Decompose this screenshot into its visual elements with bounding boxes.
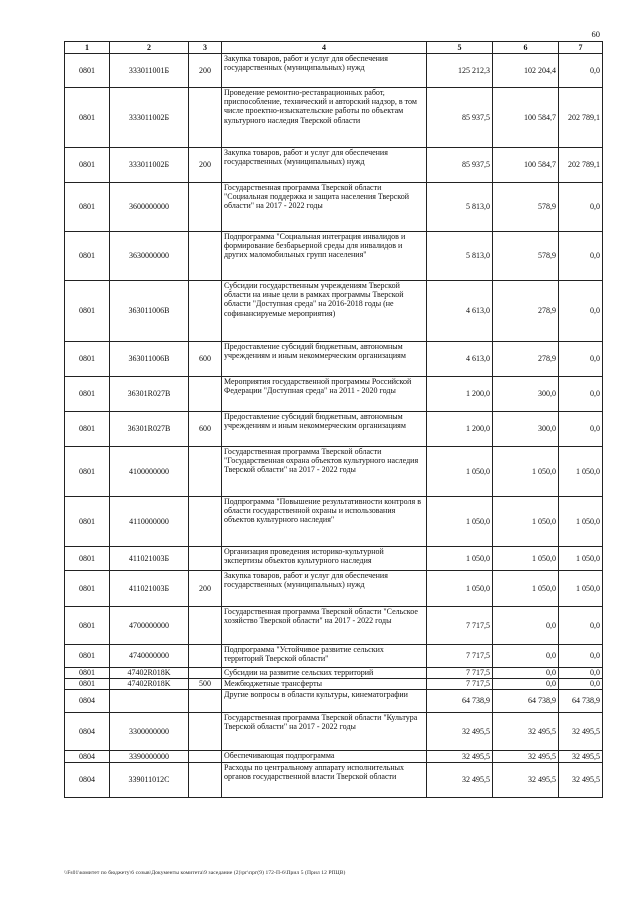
target-code: 3630000000 [110, 232, 189, 281]
footer-path: \\Fs01\комитет по бюджету\6 созыв\Документы комитета\9 заседание (2)\рг\прг(9) 172-П-6\Прил 5 (Прил 12 РПЦВ) [64, 870, 346, 876]
section-code: 0801 [65, 148, 110, 183]
amount-col7: 0,0 [559, 281, 603, 342]
expense-type [189, 690, 222, 713]
amount-col5: 7 717,5 [427, 668, 493, 679]
target-code: 36301R027В [110, 377, 189, 412]
amount-col5: 1 050,0 [427, 571, 493, 607]
description: Межбюджетные трансферты [222, 679, 427, 690]
amount-col7: 202 789,1 [559, 88, 603, 148]
description: Другие вопросы в области культуры, кинематографии [222, 690, 427, 713]
description: Закупка товаров, работ и услуг для обеспечения государственных (муниципальных) нужд [222, 148, 427, 183]
amount-col5: 5 813,0 [427, 232, 493, 281]
amount-col6: 1 050,0 [493, 447, 559, 497]
expense-type [189, 547, 222, 571]
amount-col7: 0,0 [559, 183, 603, 232]
target-code: 339011012С [110, 763, 189, 798]
expense-type [189, 183, 222, 232]
amount-col6: 64 738,9 [493, 690, 559, 713]
table-row [65, 183, 603, 232]
target-code: 3600000000 [110, 183, 189, 232]
amount-col7: 0,0 [559, 342, 603, 377]
section-code: 0801 [65, 281, 110, 342]
expense-type [189, 377, 222, 412]
description: Подпрограмма "Повышение результативности контроля в области государственной охраны и использования объектов культурного наследия" [222, 497, 427, 547]
amount-col6: 0,0 [493, 645, 559, 668]
target-code [110, 690, 189, 713]
table-row [65, 679, 603, 690]
table-row [65, 713, 603, 751]
amount-col5: 64 738,9 [427, 690, 493, 713]
amount-col5: 4 613,0 [427, 281, 493, 342]
description: Государственная программа Тверской области "Культура Тверской области" на 2017 - 2022 годы [222, 713, 427, 751]
amount-col6: 300,0 [493, 377, 559, 412]
target-code: 411021003Б [110, 547, 189, 571]
description: Закупка товаров, работ и услуг для обеспечения государственных (муниципальных) нужд [222, 54, 427, 88]
description: Государственная программа Тверской области "Государственная охрана объектов культурного наследия Тверской области" на 2017 - 2022 годы [222, 447, 427, 497]
section-code: 0801 [65, 607, 110, 645]
description: Субсидии на развитие сельских территорий [222, 668, 427, 679]
amount-col5: 32 495,5 [427, 751, 493, 763]
target-code: 363011006В [110, 281, 189, 342]
amount-col6: 0,0 [493, 607, 559, 645]
amount-col6: 1 050,0 [493, 571, 559, 607]
table-row [65, 88, 603, 148]
amount-col5: 7 717,5 [427, 679, 493, 690]
target-code: 333011002Б [110, 148, 189, 183]
amount-col5: 85 937,5 [427, 148, 493, 183]
table-row [65, 763, 603, 798]
target-code: 333011002Б [110, 88, 189, 148]
section-code: 0801 [65, 645, 110, 668]
expense-type [189, 88, 222, 148]
target-code: 333011001Б [110, 54, 189, 88]
amount-col7: 1 050,0 [559, 497, 603, 547]
section-code: 0801 [65, 183, 110, 232]
expense-type [189, 497, 222, 547]
description: Расходы по центральному аппарату исполнительных органов государственной власти Тверской области [222, 763, 427, 798]
section-code: 0801 [65, 668, 110, 679]
expense-type [189, 763, 222, 798]
header-row [65, 42, 603, 54]
expense-type: 600 [189, 412, 222, 447]
expense-type: 200 [189, 54, 222, 88]
expense-type [189, 645, 222, 668]
amount-col7: 0,0 [559, 54, 603, 88]
amount-col5: 32 495,5 [427, 713, 493, 751]
amount-col5: 7 717,5 [427, 645, 493, 668]
table-row [65, 342, 603, 377]
amount-col7: 1 050,0 [559, 447, 603, 497]
amount-col6: 100 584,7 [493, 148, 559, 183]
amount-col7: 64 738,9 [559, 690, 603, 713]
amount-col5: 5 813,0 [427, 183, 493, 232]
description: Обеспечивающая подпрограмма [222, 751, 427, 763]
amount-col6: 32 495,5 [493, 763, 559, 798]
description: Организация проведения историко-культурной экспертизы объектов культурного наследия [222, 547, 427, 571]
description: Предоставление субсидий бюджетным, автономным учреждениям и иным некоммерческим организациям [222, 412, 427, 447]
target-code: 411021003Б [110, 571, 189, 607]
amount-col5: 1 200,0 [427, 412, 493, 447]
table-row [65, 412, 603, 447]
amount-col6: 578,9 [493, 232, 559, 281]
target-code: 4700000000 [110, 607, 189, 645]
amount-col7: 0,0 [559, 232, 603, 281]
target-code: 3300000000 [110, 713, 189, 751]
amount-col5: 1 200,0 [427, 377, 493, 412]
description: Подпрограмма "Устойчивое развитие сельских территорий Тверской области" [222, 645, 427, 668]
amount-col6: 1 050,0 [493, 497, 559, 547]
col-header-3: 3 [189, 42, 222, 54]
amount-col7: 1 050,0 [559, 547, 603, 571]
amount-col6: 1 050,0 [493, 547, 559, 571]
expense-type: 500 [189, 679, 222, 690]
section-code: 0801 [65, 54, 110, 88]
expense-type [189, 447, 222, 497]
target-code: 4100000000 [110, 447, 189, 497]
target-code: 36301R027В [110, 412, 189, 447]
budget-table [64, 41, 603, 798]
amount-col5: 1 050,0 [427, 497, 493, 547]
expense-type: 200 [189, 571, 222, 607]
col-header-4: 4 [222, 42, 427, 54]
section-code: 0804 [65, 763, 110, 798]
amount-col7: 32 495,5 [559, 713, 603, 751]
table-row [65, 377, 603, 412]
table-row [65, 148, 603, 183]
description: Мероприятия государственной программы Российской Федерации "Доступная среда" на 2011 - 2020 годы [222, 377, 427, 412]
section-code: 0804 [65, 751, 110, 763]
amount-col7: 202 789,1 [559, 148, 603, 183]
expense-type [189, 713, 222, 751]
amount-col7: 32 495,5 [559, 763, 603, 798]
amount-col6: 578,9 [493, 183, 559, 232]
description: Проведение ремонтно-реставрационных работ, приспособление, технический и авторский надзор, в том числе проектно-изыскательские работы по объектам культурного наследия Тверской области [222, 88, 427, 148]
section-code: 0801 [65, 88, 110, 148]
table-row [65, 232, 603, 281]
expense-type [189, 281, 222, 342]
amount-col5: 125 212,3 [427, 54, 493, 88]
section-code: 0801 [65, 679, 110, 690]
amount-col7: 0,0 [559, 607, 603, 645]
target-code: 47402R018K [110, 668, 189, 679]
table-row [65, 607, 603, 645]
amount-col6: 0,0 [493, 679, 559, 690]
expense-type [189, 751, 222, 763]
amount-col6: 0,0 [493, 668, 559, 679]
table-row [65, 668, 603, 679]
amount-col6: 278,9 [493, 281, 559, 342]
amount-col6: 102 204,4 [493, 54, 559, 88]
table-row [65, 54, 603, 88]
target-code: 4740000000 [110, 645, 189, 668]
col-header-5: 5 [427, 42, 493, 54]
col-header-6: 6 [493, 42, 559, 54]
col-header-7: 7 [559, 42, 603, 54]
target-code: 363011006В [110, 342, 189, 377]
table-row [65, 497, 603, 547]
amount-col7: 1 050,0 [559, 571, 603, 607]
table-body [65, 54, 603, 798]
expense-type [189, 668, 222, 679]
target-code: 47402R018K [110, 679, 189, 690]
section-code: 0804 [65, 713, 110, 751]
expense-type [189, 607, 222, 645]
section-code: 0801 [65, 447, 110, 497]
description: Государственная программа Тверской области "Социальная поддержка и защита населения Тверской области" на 2017 - 2022 годы [222, 183, 427, 232]
section-code: 0801 [65, 497, 110, 547]
description: Субсидии государственным учреждениям Тверской области на иные цели в рамках программы Тверской области "Доступная среда" на 2016-2018 годы (не софинансируемые мероприятия) [222, 281, 427, 342]
amount-col6: 300,0 [493, 412, 559, 447]
amount-col5: 1 050,0 [427, 547, 493, 571]
description: Государственная программа Тверской области "Сельское хозяйство Тверской области" на 2017 - 2022 годы [222, 607, 427, 645]
expense-type: 200 [189, 148, 222, 183]
table-row [65, 571, 603, 607]
table-row [65, 690, 603, 713]
description: Подпрограмма "Социальная интеграция инвалидов и формирование безбарьерной среды для инвалидов и других маломобильных групп населения" [222, 232, 427, 281]
amount-col5: 4 613,0 [427, 342, 493, 377]
amount-col7: 0,0 [559, 668, 603, 679]
expense-type [189, 232, 222, 281]
amount-col5: 85 937,5 [427, 88, 493, 148]
section-code: 0801 [65, 547, 110, 571]
page-number: 60 [591, 29, 600, 39]
amount-col6: 278,9 [493, 342, 559, 377]
description: Предоставление субсидий бюджетным, автономным учреждениям и иным некоммерческим организациям [222, 342, 427, 377]
amount-col5: 32 495,5 [427, 763, 493, 798]
col-header-2: 2 [110, 42, 189, 54]
table-row [65, 751, 603, 763]
amount-col7: 0,0 [559, 377, 603, 412]
section-code: 0801 [65, 377, 110, 412]
target-code: 3390000000 [110, 751, 189, 763]
amount-col6: 100 584,7 [493, 88, 559, 148]
table-row [65, 547, 603, 571]
description: Закупка товаров, работ и услуг для обеспечения государственных (муниципальных) нужд [222, 571, 427, 607]
amount-col7: 0,0 [559, 645, 603, 668]
amount-col5: 1 050,0 [427, 447, 493, 497]
section-code: 0804 [65, 690, 110, 713]
target-code: 4110000000 [110, 497, 189, 547]
section-code: 0801 [65, 232, 110, 281]
table-row [65, 645, 603, 668]
col-header-1: 1 [65, 42, 110, 54]
amount-col7: 0,0 [559, 412, 603, 447]
table-row [65, 447, 603, 497]
section-code: 0801 [65, 342, 110, 377]
table-row [65, 281, 603, 342]
amount-col5: 7 717,5 [427, 607, 493, 645]
section-code: 0801 [65, 412, 110, 447]
amount-col6: 32 495,5 [493, 713, 559, 751]
amount-col7: 32 495,5 [559, 751, 603, 763]
expense-type: 600 [189, 342, 222, 377]
section-code: 0801 [65, 571, 110, 607]
amount-col6: 32 495,5 [493, 751, 559, 763]
amount-col7: 0,0 [559, 679, 603, 690]
